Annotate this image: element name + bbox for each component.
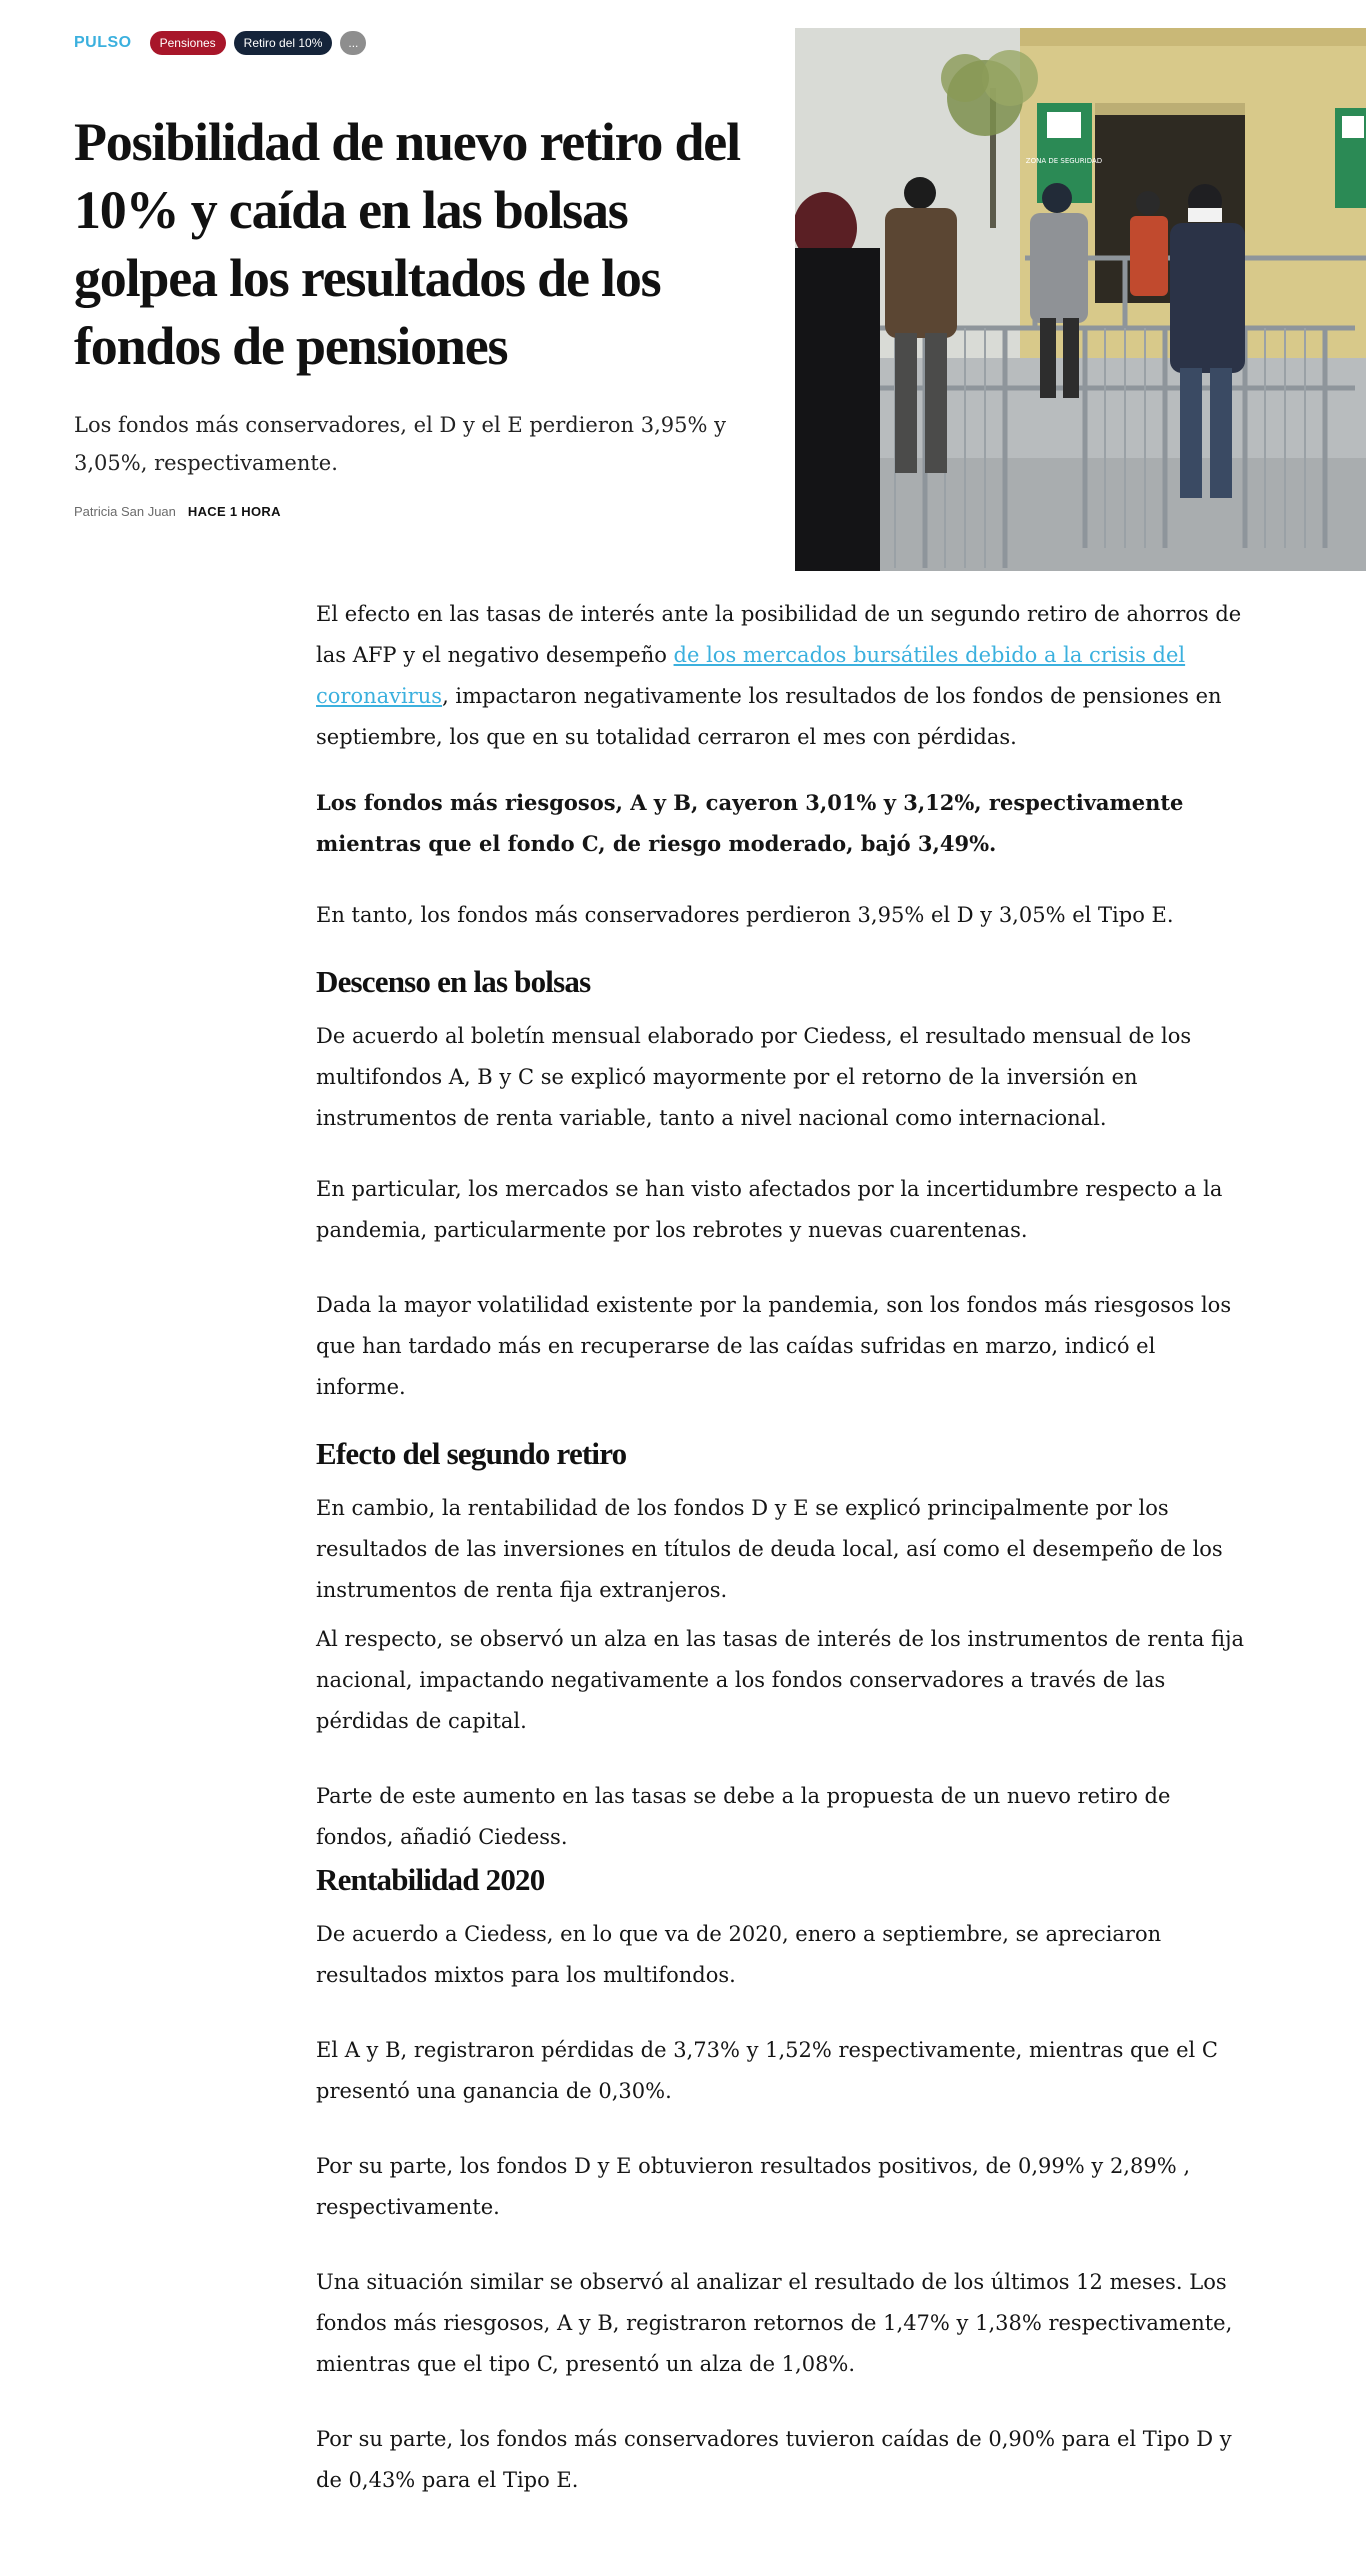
more-tags-button[interactable]: ... xyxy=(340,31,366,55)
article-header xyxy=(74,28,774,519)
paragraph: De acuerdo a Ciedess, en lo que va de 2020, enero a septiembre, se apreciaron resultados mixtos para los multifondos. xyxy=(316,1922,1162,1987)
bold-paragraph: Los fondos más riesgosos, A y B, cayeron 3,01% y 3,12%, respectivamente mientras que el fondo C, de riesgo moderado, bajó 3,49%. xyxy=(316,790,1184,856)
paragraph xyxy=(316,594,1246,758)
article-body xyxy=(316,594,1246,2501)
paragraph: El A y B, registraron pérdidas de 3,73% y 1,52% respectivamente, mientras que el C presentó una ganancia de 0,30%. xyxy=(316,2038,1218,2103)
paragraph-text: El efecto en las tasas de interés ante la posibilidad de un segundo retiro de ahorros de las AFP y el negativo desempeño xyxy=(316,602,1242,667)
headline: Posibilidad de nuevo retiro del 10% y caída en las bolsas golpea los resultados de los fondos de pensiones xyxy=(74,112,740,376)
tag-pensiones[interactable]: Pensiones xyxy=(150,31,226,55)
paragraph: Por su parte, los fondos D y E obtuvieron resultados positivos, de 0,99% y 2,89% , respectivamente. xyxy=(316,2154,1191,2219)
byline xyxy=(74,504,774,519)
inline-link[interactable]: de los mercados bursátiles debido a la crisis del coronavirus xyxy=(316,643,1186,708)
paragraph: Dada la mayor volatilidad existente por la pandemia, son los fondos más riesgosos los que han tardado más en recuperarse de las caídas sufridas en marzo, indicó el informe. xyxy=(316,1293,1232,1399)
subheading-descenso: Descenso en las bolsas xyxy=(316,964,591,999)
subheading-efecto: Efecto del segundo retiro xyxy=(316,1436,627,1471)
paragraph-text: , impactaron negativamente los resultados de los fondos de pensiones en septiembre, los que en su totalidad cerraron el mes con pérdidas. xyxy=(316,684,1222,749)
meta-row xyxy=(74,28,774,58)
dek: Los fondos más conservadores, el D y el E perdieron 3,95% y 3,05%, respectivamente. xyxy=(74,413,726,475)
paragraph: De acuerdo al boletín mensual elaborado por Ciedess, el resultado mensual de los multifondos A, B y C se explicó mayormente por el retorno de la inversión en instrumentos de renta variable, tanto a nivel nacional como internacional. xyxy=(316,1024,1192,1130)
paragraph: En cambio, la rentabilidad de los fondos D y E se explicó principalmente por los resultados de las inversiones en títulos de deuda local, así como el desempeño de los instrumentos de renta fija extranjeros. xyxy=(316,1496,1223,1602)
paragraph: Al respecto, se observó un alza en las tasas de interés de los instrumentos de renta fija nacional, impactando negativamente a los fondos conservadores a través de las pérdidas de capital. xyxy=(316,1627,1245,1733)
publish-time: HACE 1 HORA xyxy=(187,504,281,519)
sign-left-text: ZONA DE SEGURIDAD xyxy=(1025,157,1103,165)
paragraph: En particular, los mercados se han visto afectados por la incertidumbre respecto a la pandemia, particularmente por los rebrotes y nuevas cuarentenas. xyxy=(316,1177,1223,1242)
section-link[interactable]: PULSO xyxy=(74,34,132,51)
paragraph: Parte de este aumento en las tasas se debe a la propuesta de un nuevo retiro de fondos, añadió Ciedess. xyxy=(316,1784,1171,1849)
paragraph: En tanto, los fondos más conservadores perdieron 3,95% el D y 3,05% el Tipo E. xyxy=(316,903,1174,927)
paragraph: Una situación similar se observó al analizar el resultado de los últimos 12 meses. Los fondos más riesgosos, A y B, registraron retornos de 1,47% y 1,38% respectivamente, mientras que el tipo C, presentó un alza de 1,08%. xyxy=(316,2270,1233,2376)
paragraph: Por su parte, los fondos más conservadores tuvieron caídas de 0,90% para el Tipo D y de 0,43% para el Tipo E. xyxy=(316,2427,1232,2492)
author-link[interactable]: Patricia San Juan xyxy=(74,504,176,519)
subheading-rentabilidad: Rentabilidad 2020 xyxy=(316,1862,545,1897)
tag-retiro[interactable]: Retiro del 10% xyxy=(234,31,333,55)
lead-photo xyxy=(795,28,1366,571)
